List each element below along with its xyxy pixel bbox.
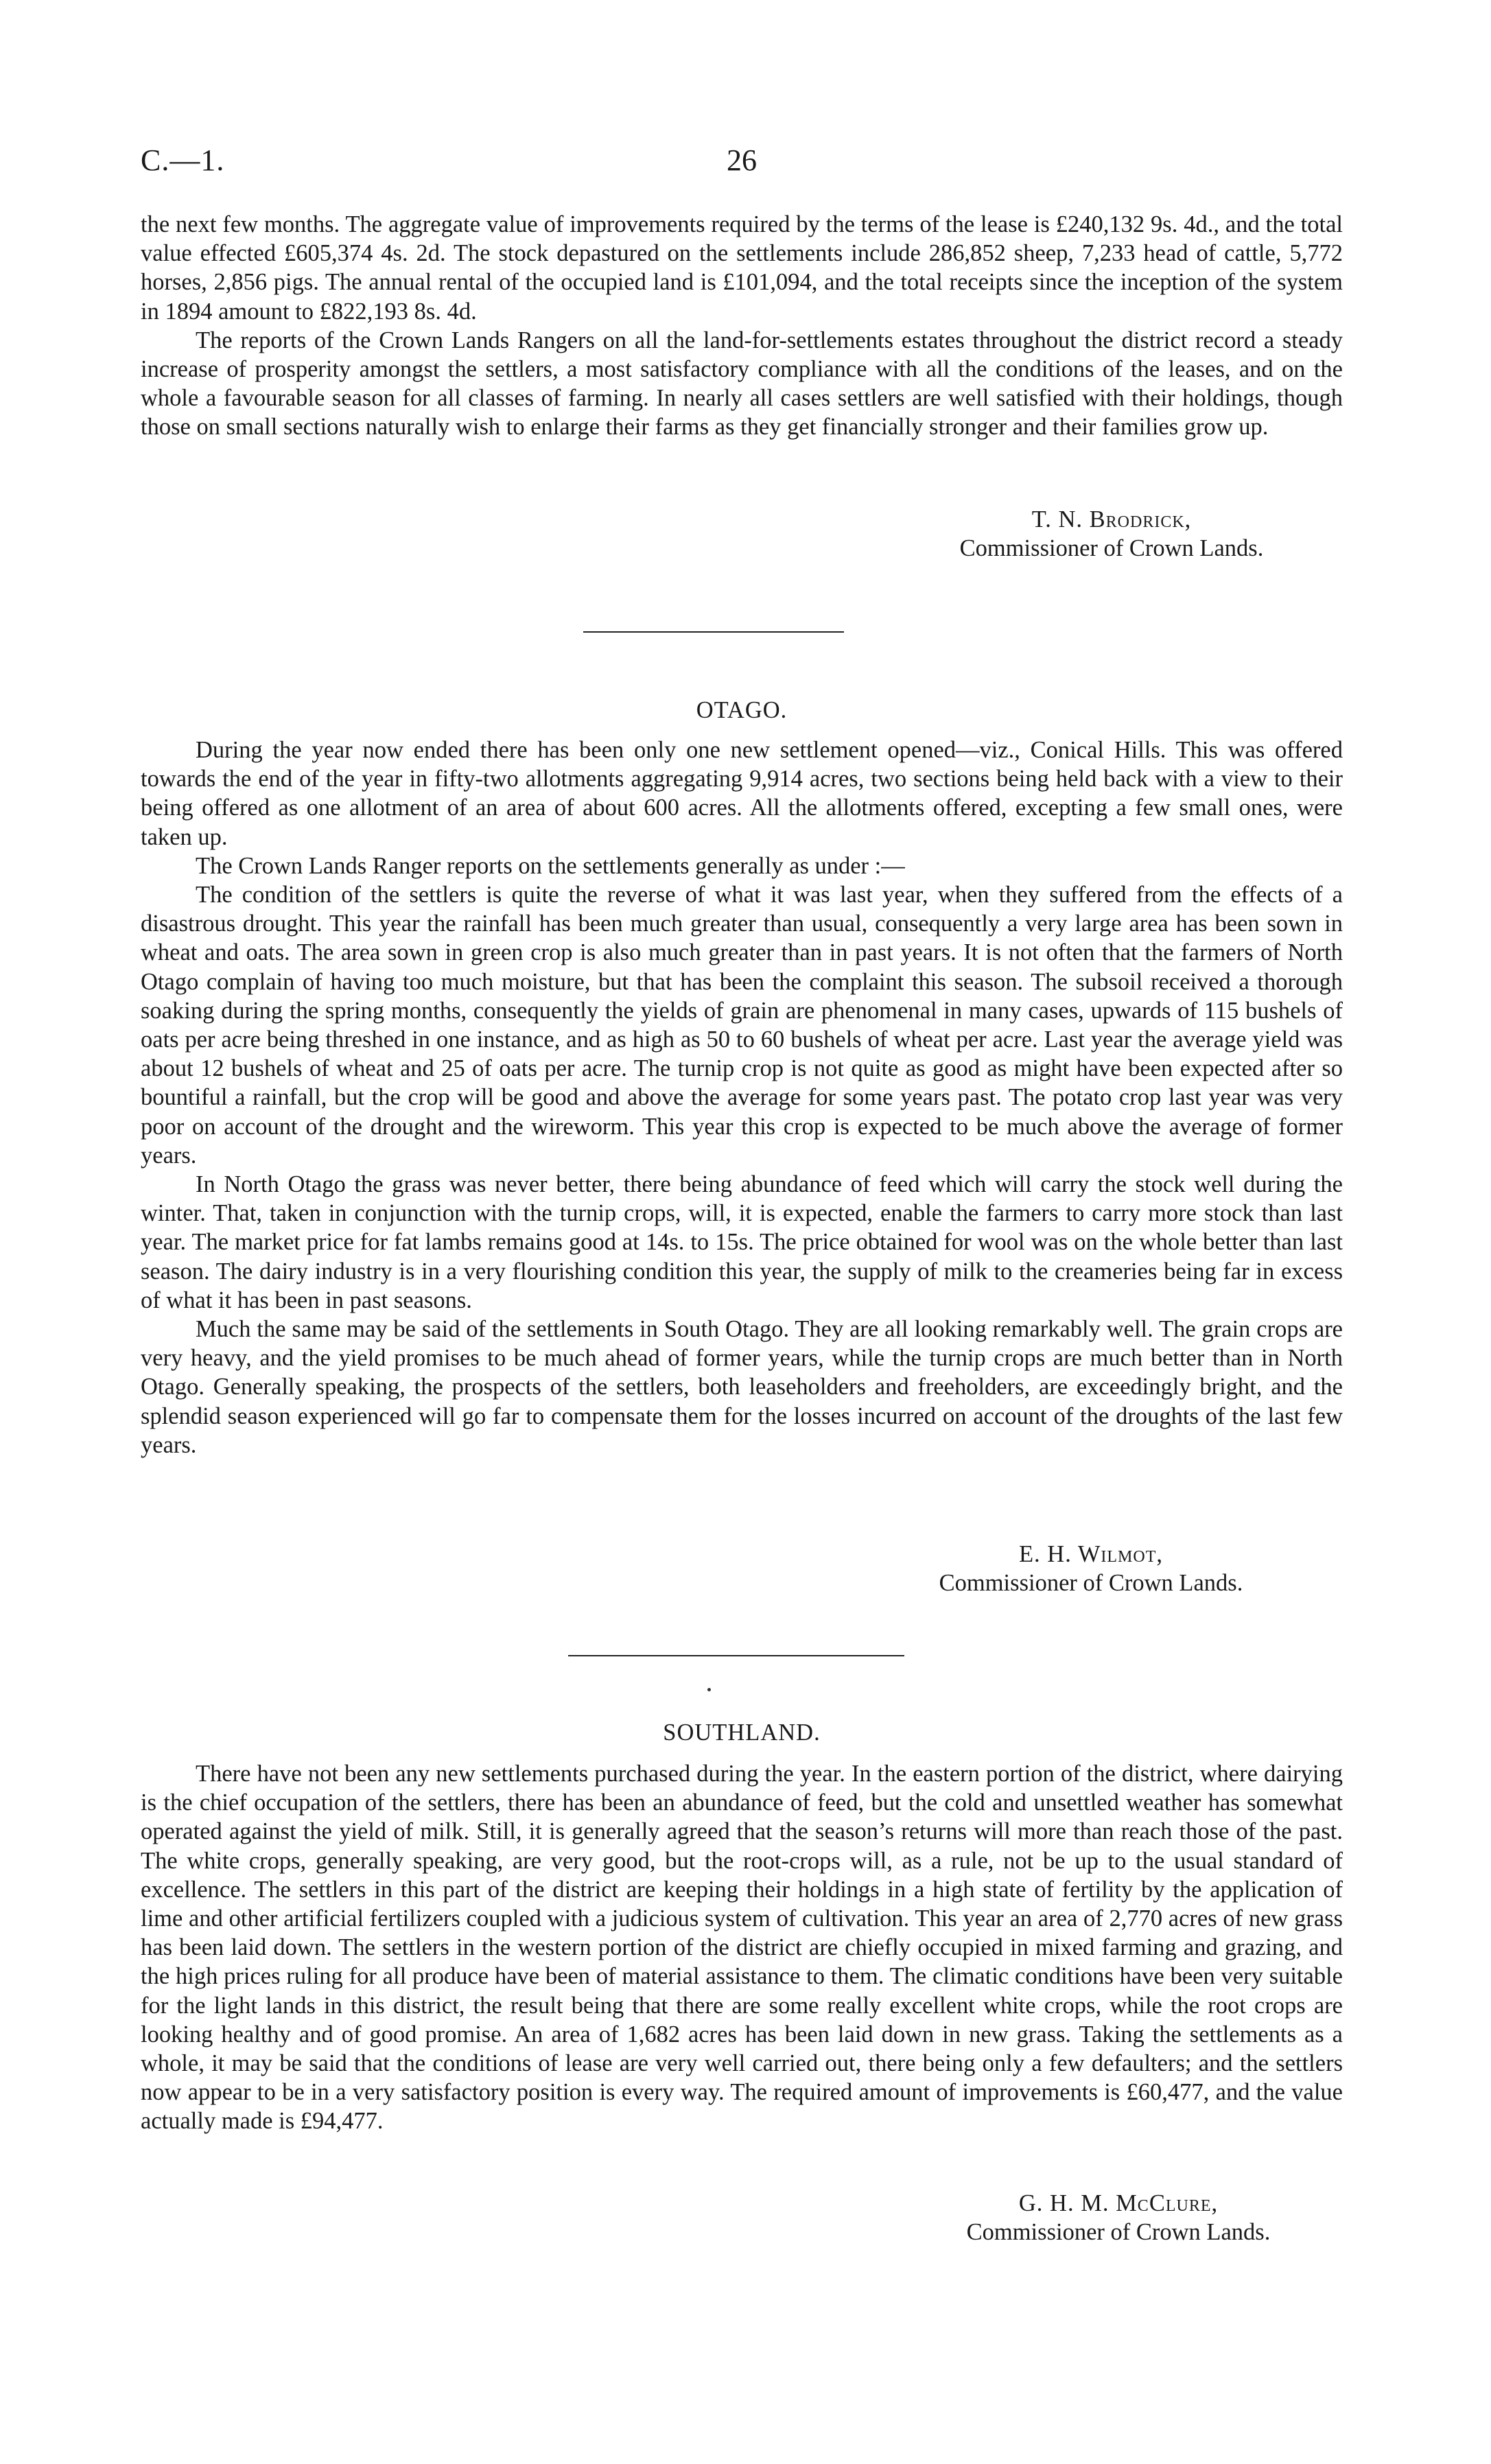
signature-name: G. H. M. McClure, (1018, 2190, 1219, 2216)
intro-section (141, 210, 1343, 442)
section-divider (568, 1655, 904, 1656)
section-heading-otago: OTAGO. (696, 697, 788, 723)
ornament-dot (707, 1688, 711, 1691)
paragraph: In North Otago the grass was never better, there being abundance of feed which will carry the stock well during the winter. That, taken in conjunction with the turnip crops, will, it is expected, enable the farmers to carry more stock than last year. The market price for fat lambs remains good at 14s. to 15s. The price obtained for wool was on the whole better than last season. The dairy industry is in a very flourishing condition this year, the supply of milk to the creameries being far in excess of what it has been in past seasons. (141, 1171, 1343, 1313)
signature-title: Commissioner of Crown Lands. (959, 535, 1264, 561)
signature-name: E. H. Wilmot, (1018, 1541, 1164, 1567)
signature-name: T. N. Brodrick, (1031, 506, 1192, 532)
paragraph: During the year now ended there has been only one new settlement opened—viz., Conical Hills. This was offered towards the end of the year in fifty-two allotments aggregating 9,914 acres, two sections being held back with a view to their being offered as one allotment of an area of about 600 acres. All the allotments offered, excepting a few small ones, were taken up. (141, 737, 1343, 850)
page-number: 26 (727, 143, 757, 177)
signature-wilmot (892, 1540, 1290, 1597)
paragraph: The condition of the settlers is quite the reverse of what it was last year, when they suffered from the effects of a disastrous drought. This year the rainfall has been much greater than usual, consequently a very large area has been sown in wheat and oats. The area sown in green crop is also much greater than in past years. It is not often that the farmers of North Otago complain of having too much moisture, but that has been the complaint this season. The subsoil received a thorough soaking during the spring months, consequently the yields of grain are phenomenal in many cases, upwards of 115 bushels of oats per acre being threshed in one instance, and as high as 50 to 60 bushels of wheat per acre. Last year the average yield was about 12 bushels of wheat and 25 of oats per acre. The turnip crop is not quite as good as might have been expected after so bountiful a rainfall, but the crop will be good and above the average for some years past. The potato crop last year was very poor on account of the drought and the wireworm. This year this crop is expected to be much above the average of former years. (141, 882, 1343, 1169)
parliamentary-paper-ref: C.—1. (141, 143, 225, 177)
paragraph: Much the same may be said of the settlements in South Otago. They are all looking remarkably well. The grain crops are very heavy, and the yield promises to be much ahead of former years, while the turnip crops are much better than in North Otago. Generally speaking, the prospects of the settlers, both leaseholders and freeholders, are exceedingly bright, and the splendid season experienced will go far to compensate them for the losses incurred on account of the droughts of the last few years. (141, 1316, 1343, 1458)
section-divider (583, 631, 844, 633)
signature-brodrick (913, 505, 1311, 563)
paragraph: The reports of the Crown Lands Rangers on all the land-for-settlements estates throughout the district record a steady increase of prosperity amongst the settlers, a most satisfactory compliance with all the conditions of the leases, and on the whole a favourable season for all classes of farming. In nearly all cases settlers are well satisfied with their holdings, though those on small sections naturally wish to enlarge their farms as they get financially stronger and their families grow up. (141, 327, 1343, 441)
signature-mcclure (919, 2189, 1317, 2246)
signature-title: Commissioner of Crown Lands. (966, 2219, 1271, 2245)
otago-section (141, 736, 1343, 1459)
page-header (141, 143, 1343, 191)
paragraph: the next few months. The aggregate value of improvements required by the terms of the lease is £240,132 9s. 4d., and the total value effected £605,374 4s. 2d. The stock depastured on the settlements include 286,852 sheep, 7,233 head of cattle, 5,772 horses, 2,856 pigs. The annual rental of the occupied land is £101,094, and the total receipts since the inception of the system in 1894 amount to £822,193 8s. 4d. (141, 211, 1343, 325)
paragraph: There have not been any new settlements purchased during the year. In the eastern portion of the district, where dairying is the chief occupation of the settlers, there has been an abundance of feed, but the cold and unsettled weather has somewhat operated against the yield of milk. Still, it is generally agreed that the season’s returns will more than reach those of the past. The white crops, generally speaking, are very good, but the root-crops will, as a rule, not be up to the usual standard of excellence. The settlers in this part of the district are keeping their holdings in a high state of fertility by the application of lime and other artificial fertilizers coupled with a judicious system of cultivation. This year an area of 2,770 acres of new grass has been laid down. The settlers in the western portion of the district are chiefly occupied in mixed farming and grazing, and the high prices ruling for all produce have been of material assistance to them. The climatic conditions have been very suitable for the light lands in this district, the result being that there are some really excellent white crops, while the root crops are looking healthy and of good promise. An area of 1,682 acres has been laid down in new grass. Taking the settlements as a whole, it may be said that the conditions of lease are very well carried out, there being only a few defaulters; and the settlers now appear to be in a very satisfactory position is every way. The required amount of improvements is £60,477, and the value actually made is £94,477. (141, 1761, 1343, 2135)
paragraph: The Crown Lands Ranger reports on the settlements generally as under :— (196, 852, 905, 879)
southland-section (141, 1759, 1343, 2136)
signature-title: Commissioner of Crown Lands. (939, 1570, 1243, 1596)
section-heading-southland: SOUTHLAND. (663, 1720, 821, 1746)
